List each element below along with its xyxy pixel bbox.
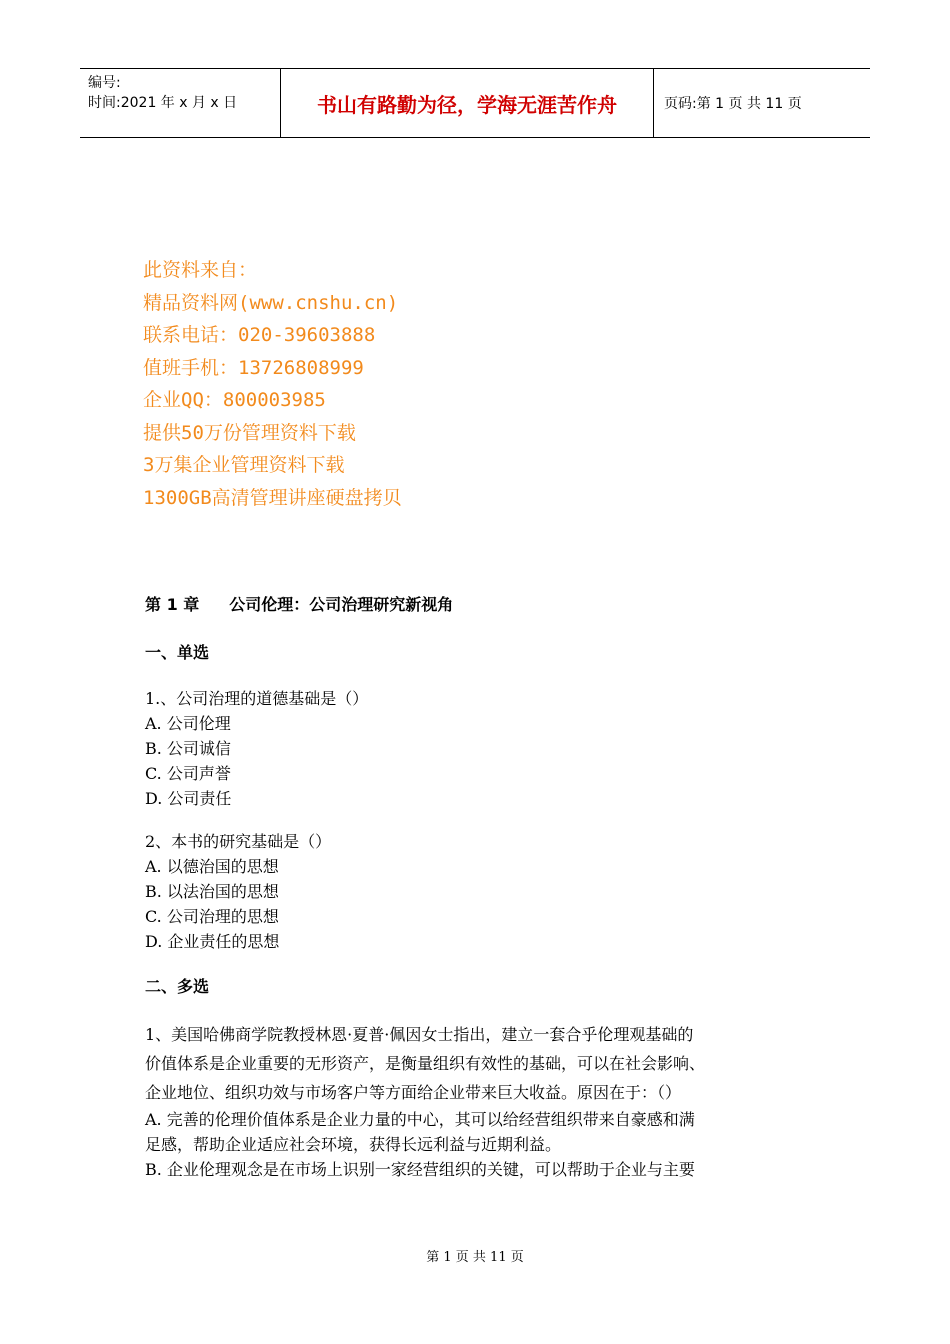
ad-line: 3万集企业管理资料下载 <box>143 454 345 476</box>
answer-option: D. 企业责任的思想 <box>145 932 280 951</box>
header-motto: 书山有路勤为径，学海无涯苦作舟 <box>281 69 654 137</box>
answer-option: D. 公司责任 <box>145 789 232 808</box>
source-info-block <box>143 254 402 514</box>
page-header <box>80 68 870 138</box>
answer-option: B. 公司诚信 <box>145 739 231 758</box>
section-heading-multi: 二、多选 <box>145 977 210 996</box>
multi-options <box>145 1107 825 1182</box>
section-heading-single: 一、单选 <box>145 643 210 662</box>
chapter-number: 第 1 章 <box>145 595 200 614</box>
answer-option-continued: 足感，帮助企业适应社会环境，获得长远利益与近期利益。 <box>145 1135 562 1154</box>
ad-line-mobile: 值班手机：13726808999 <box>143 356 364 379</box>
header-left-cell <box>80 69 281 137</box>
question: 2、本书的研究基础是（） <box>145 832 332 851</box>
question: 1.、公司治理的道德基础是（） <box>145 689 369 708</box>
chapter-heading <box>145 590 825 620</box>
answer-option: A. 公司伦理 <box>145 714 231 733</box>
ad-line-qq: 企业QQ：800003985 <box>143 389 326 411</box>
answer-option: A. 完善的伦理价值体系是企业力量的中心，其可以给经营组织带来自豪感和满 <box>145 1110 695 1129</box>
answer-option: C. 公司声誉 <box>145 764 231 783</box>
document-number-label: 编号: <box>88 75 121 91</box>
ad-line: 提供50万份管理资料下载 <box>143 421 356 444</box>
ad-line-website: 精品资料网(www.cnshu.cn) <box>143 291 399 314</box>
question-line: 企业地位、组织功效与市场客户等方面给企业带来巨大收益。原因在于：（） <box>145 1083 682 1102</box>
answer-option: C. 公司治理的思想 <box>145 907 279 926</box>
chapter-title: 公司伦理：公司治理研究新视角 <box>229 595 454 614</box>
header-page-info: 页码:第 1 页 共 11 页 <box>664 96 802 112</box>
multi-question <box>145 1020 825 1107</box>
answer-option: B. 企业伦理观念是在市场上识别一家经营组织的关键，可以帮助于企业与主要 <box>145 1160 695 1179</box>
answer-option: A. 以德治国的思想 <box>145 857 279 876</box>
ad-line-phone: 联系电话：020-39603888 <box>143 324 376 346</box>
document-time-label: 时间:2021 年 x 月 x 日 <box>88 95 238 111</box>
question-line: 价值体系是企业重要的无形资产，是衡量组织有效性的基础，可以在社会影响、 <box>145 1054 706 1073</box>
page-footer: 第 1 页 共 11 页 <box>426 1250 524 1265</box>
question-line: 1、美国哈佛商学院教授林恩·夏普·佩因女士指出，建立一套合乎伦理观基础的 <box>145 1025 694 1044</box>
document-body <box>145 590 825 1182</box>
answer-option: B. 以法治国的思想 <box>145 882 279 901</box>
ad-line: 1300GB高清管理讲座硬盘拷贝 <box>143 486 402 509</box>
ad-line: 此资料来自： <box>143 259 258 281</box>
